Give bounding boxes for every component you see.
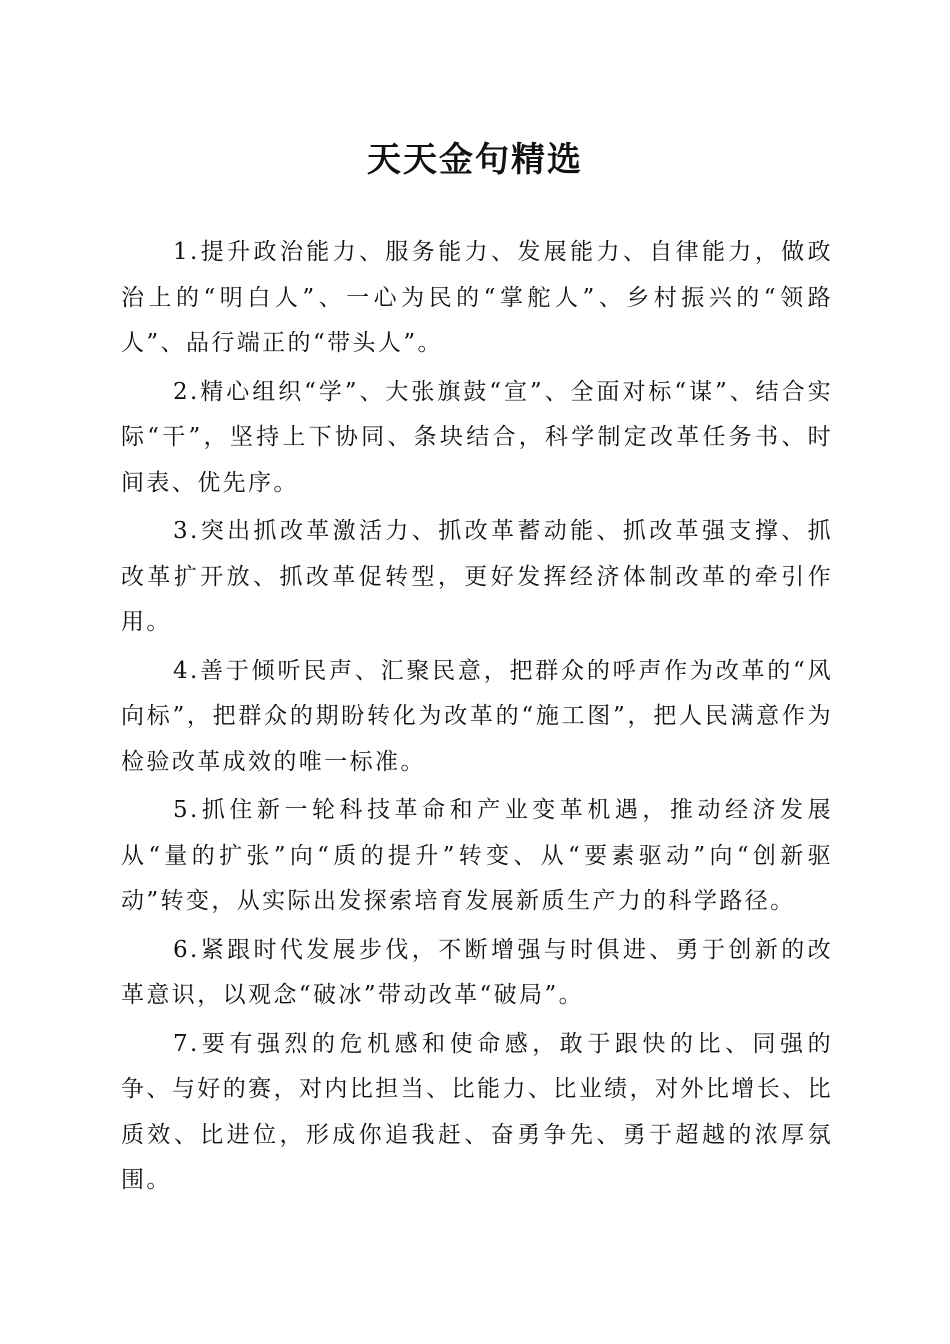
- paragraph-6: 6.紧跟时代发展步伐，不断增强与时俱进、勇于创新的改革意识，以观念“破冰”带动改革“破局”。: [121, 936, 833, 1008]
- paragraph-3: 3.突出抓改革激活力、抓改革蓄动能、抓改革强支撑、抓改革扩开放、抓改革促转型，更好发挥经济体制改革的牵引作用。: [121, 518, 833, 635]
- paragraph-5: 5.抓住新一轮科技革命和产业变革机遇，推动经济发展从“量的扩张”向“质的提升”转变、从“要素驱动”向“创新驱动”转变，从实际出发探索培育发展新质生产力的科学路径。: [121, 797, 833, 914]
- paragraph-7: 7.要有强烈的危机感和使命感，敢于跟快的比、同强的争、与好的赛，对内比担当、比能力、比业绩，对外比增长、比质效、比进位，形成你追我赶、奋勇争先、勇于超越的浓厚氛围。: [121, 1030, 833, 1193]
- paragraph-1: 1.提升政治能力、服务能力、发展能力、自律能力，做政治上的“明白人”、一心为民的“掌舵人”、乡村振兴的“领路人”、品行端正的“带头人”。: [121, 239, 833, 356]
- document-body: [121, 230, 833, 1207]
- paragraph-2: 2.精心组织“学”、大张旗鼓“宣”、全面对标“谋”、结合实际“干”，坚持上下协同、条块结合，科学制定改革任务书、时间表、优先序。: [121, 378, 833, 496]
- paragraph-4: 4.善于倾听民声、汇聚民意，把群众的呼声作为改革的“风向标”，把群众的期盼转化为改革的“施工图”，把人民满意作为检验改革成效的唯一标准。: [121, 657, 833, 775]
- document-title: 天天金句精选: [367, 140, 583, 180]
